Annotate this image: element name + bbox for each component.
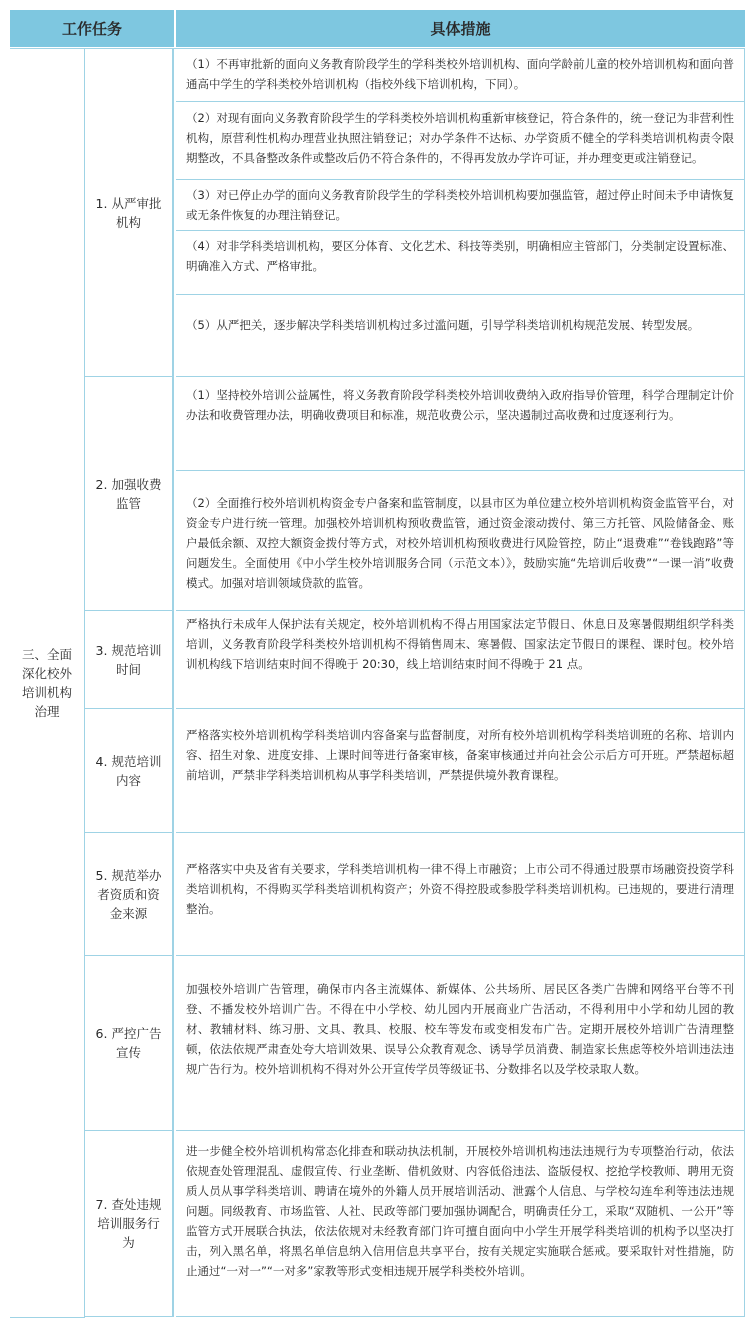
task-cell bbox=[85, 956, 174, 1131]
task-label: 7. 查处违规培训服务行为 bbox=[95, 1197, 162, 1250]
measure-cell bbox=[176, 102, 745, 180]
measure-cell bbox=[176, 833, 745, 956]
task-cell bbox=[85, 709, 174, 833]
measure-cell bbox=[176, 709, 745, 833]
table-body bbox=[10, 48, 745, 1317]
task-cell bbox=[85, 1131, 174, 1317]
header-measures: 具体措施 bbox=[176, 10, 745, 47]
measure-cell bbox=[176, 471, 745, 611]
task-cell bbox=[85, 833, 174, 956]
measure-cell bbox=[176, 49, 745, 102]
section-label: 三、全面深化校外培训机构治理 bbox=[21, 647, 72, 719]
measure-cell bbox=[176, 956, 745, 1131]
measure-text: 严格落实中央及省有关要求，学科类培训机构一律不得上市融资；上市公司不得通过股票市场融资投资学科类培训机构，不得购买学科类培训机构资产；外资不得控股或参股学科类培训机构。已违规的，要进行清理整治。 bbox=[186, 862, 734, 916]
section-cell bbox=[10, 49, 85, 1318]
measure-cell bbox=[176, 180, 745, 231]
task-label: 3. 规范培训时间 bbox=[95, 642, 162, 677]
measure-text: （2）对现有面向义务教育阶段学生的学科类校外培训机构重新审核登记，符合条件的，统一登记为非营利性机构，原营利性机构办理营业执照注销登记；对办学条件不达标、办学资质不健全的学科类培训机构责令限期整改，不具备整改条件或整改后仍不符合条件的，不得再发放办学许可证，并办理变更或注销登记。 bbox=[186, 111, 734, 165]
task-label: 5. 规范举办者资质和资金来源 bbox=[95, 867, 162, 921]
measure-text: （1）不再审批新的面向义务教育阶段学生的学科类校外培训机构、面向学龄前儿童的校外培训机构和面向普通高中学生的学科类校外培训机构（指校外线下培训机构，下同）。 bbox=[186, 57, 734, 91]
task-cell bbox=[85, 377, 174, 611]
measure-cell bbox=[176, 377, 745, 471]
measure-text: 严格落实校外培训机构学科类培训内容备案与监督制度，对所有校外培训机构学科类培训班的名称、培训内容、招生对象、进度安排、上课时间等进行备案审核，备案审核通过并向社会公示后方可开班。严禁超标超前培训，严禁非学科类培训机构从事学科类培训，严禁提供境外教育课程。 bbox=[186, 728, 734, 782]
measure-cell bbox=[176, 1131, 745, 1317]
measure-text: 加强校外培训广告管理，确保市内各主流媒体、新媒体、公共场所、居民区各类广告牌和网络平台等不刊登、不播发校外培训广告。不得在中小学校、幼儿园内开展商业广告活动，不得利用中小学和幼儿园的教材、教辅材料、练习册、文具、教具、校服、校车等发布或变相发布广告。定期开展校外培训广告清理整顿，依法依规严肃查处夸大培训效果、误导公众教育观念、诱导学员消费、制造家长焦虑等校外培训违法违规广告行为。校外培训机构不得对外公开宣传学员等级证书、分数排名以及学校录取人数。 bbox=[186, 982, 734, 1076]
measure-text: （2）全面推行校外培训机构资金专户备案和监管制度，以县市区为单位建立校外培训机构资金监管平台，对资金专户进行统一管理。加强校外培训机构预收费监管，通过资金滚动拨付、第三方托管、风险储备金、账户最低余额、双控大额资金拨付等方式，对校外培训机构预收费进行风险管控，防止“退费难”“卷钱跑路”等问题发生。全面使用《中小学生校外培训服务合同（示范文本）》，鼓励实施“先培训后收费”“一课一消”收费模式。加强对培训领域贷款的监管。 bbox=[186, 496, 734, 590]
measure-text: （5）从严把关，逐步解决学科类培训机构过多过滥问题，引导学科类培训机构规范发展、转型发展。 bbox=[186, 318, 700, 332]
measure-text: （4）对非学科类培训机构，要区分体育、文化艺术、科技等类别，明确相应主管部门，分类制定设置标准、明确准入方式、严格审批。 bbox=[186, 239, 734, 273]
measure-cell bbox=[176, 611, 745, 709]
measure-text: （3）对已停止办学的面向义务教育阶段学生的学科类校外培训机构要加强监管，超过停止时间未予申请恢复或无条件恢复的办理注销登记。 bbox=[186, 188, 734, 222]
measure-text: 进一步健全校外培训机构常态化排查和联动执法机制，开展校外培训机构违法违规行为专项整治行动，依法依规查处管理混乱、虚假宣传、行业垄断、借机敛财、内容低俗违法、盗版侵权、挖抢学校教师、聘用无资质人员从事学科类培训、聘请在境外的外籍人员开展培训活动、泄露个人信息、与学校勾连牟利等违法违规问题。同级教育、市场监管、人社、民政等部门要加强协调配合，明确责任分工，采取“双随机、一公开”等监管方式开展联合执法，依法依规对未经教育部门许可擅自面向中小学生开展学科类培训的机构予以坚决打击，列入黑名单，将黑名单信息纳入信用信息共享平台，按有关规定实施联合惩戒。要采取针对性措施，防止通过“一对一”“一对多”家教等形式变相违规开展学科类校外培训。 bbox=[186, 1144, 734, 1278]
measure-cell bbox=[176, 295, 745, 377]
header-task: 工作任务 bbox=[10, 10, 174, 47]
task-cell bbox=[85, 611, 174, 709]
measure-text: （1）坚持校外培训公益属性，将义务教育阶段学科类校外培训收费纳入政府指导价管理，科学合理制定计价办法和收费管理办法，明确收费项目和标准，规范收费公示，坚决遏制过高收费和过度逐利行为。 bbox=[186, 388, 734, 422]
measure-text: 严格执行未成年人保护法有关规定，校外培训机构不得占用国家法定节假日、休息日及寒暑假期组织学科类培训，义务教育阶段学科类校外培训机构不得销售周末、寒暑假、国家法定节假日的课程、课时包。校外培训机构线下培训结束时间不得晚于 20:30，线上培训结束时间不得晚于 21 点。 bbox=[186, 617, 734, 671]
policy-table bbox=[10, 10, 745, 1316]
task-label: 4. 规范培训内容 bbox=[95, 753, 162, 788]
task-label: 1. 从严审批机构 bbox=[95, 195, 162, 230]
task-cell bbox=[85, 49, 174, 377]
measure-cell bbox=[176, 231, 745, 295]
task-label: 6. 严控广告宣传 bbox=[95, 1026, 162, 1060]
task-label: 2. 加强收费监管 bbox=[95, 476, 162, 511]
